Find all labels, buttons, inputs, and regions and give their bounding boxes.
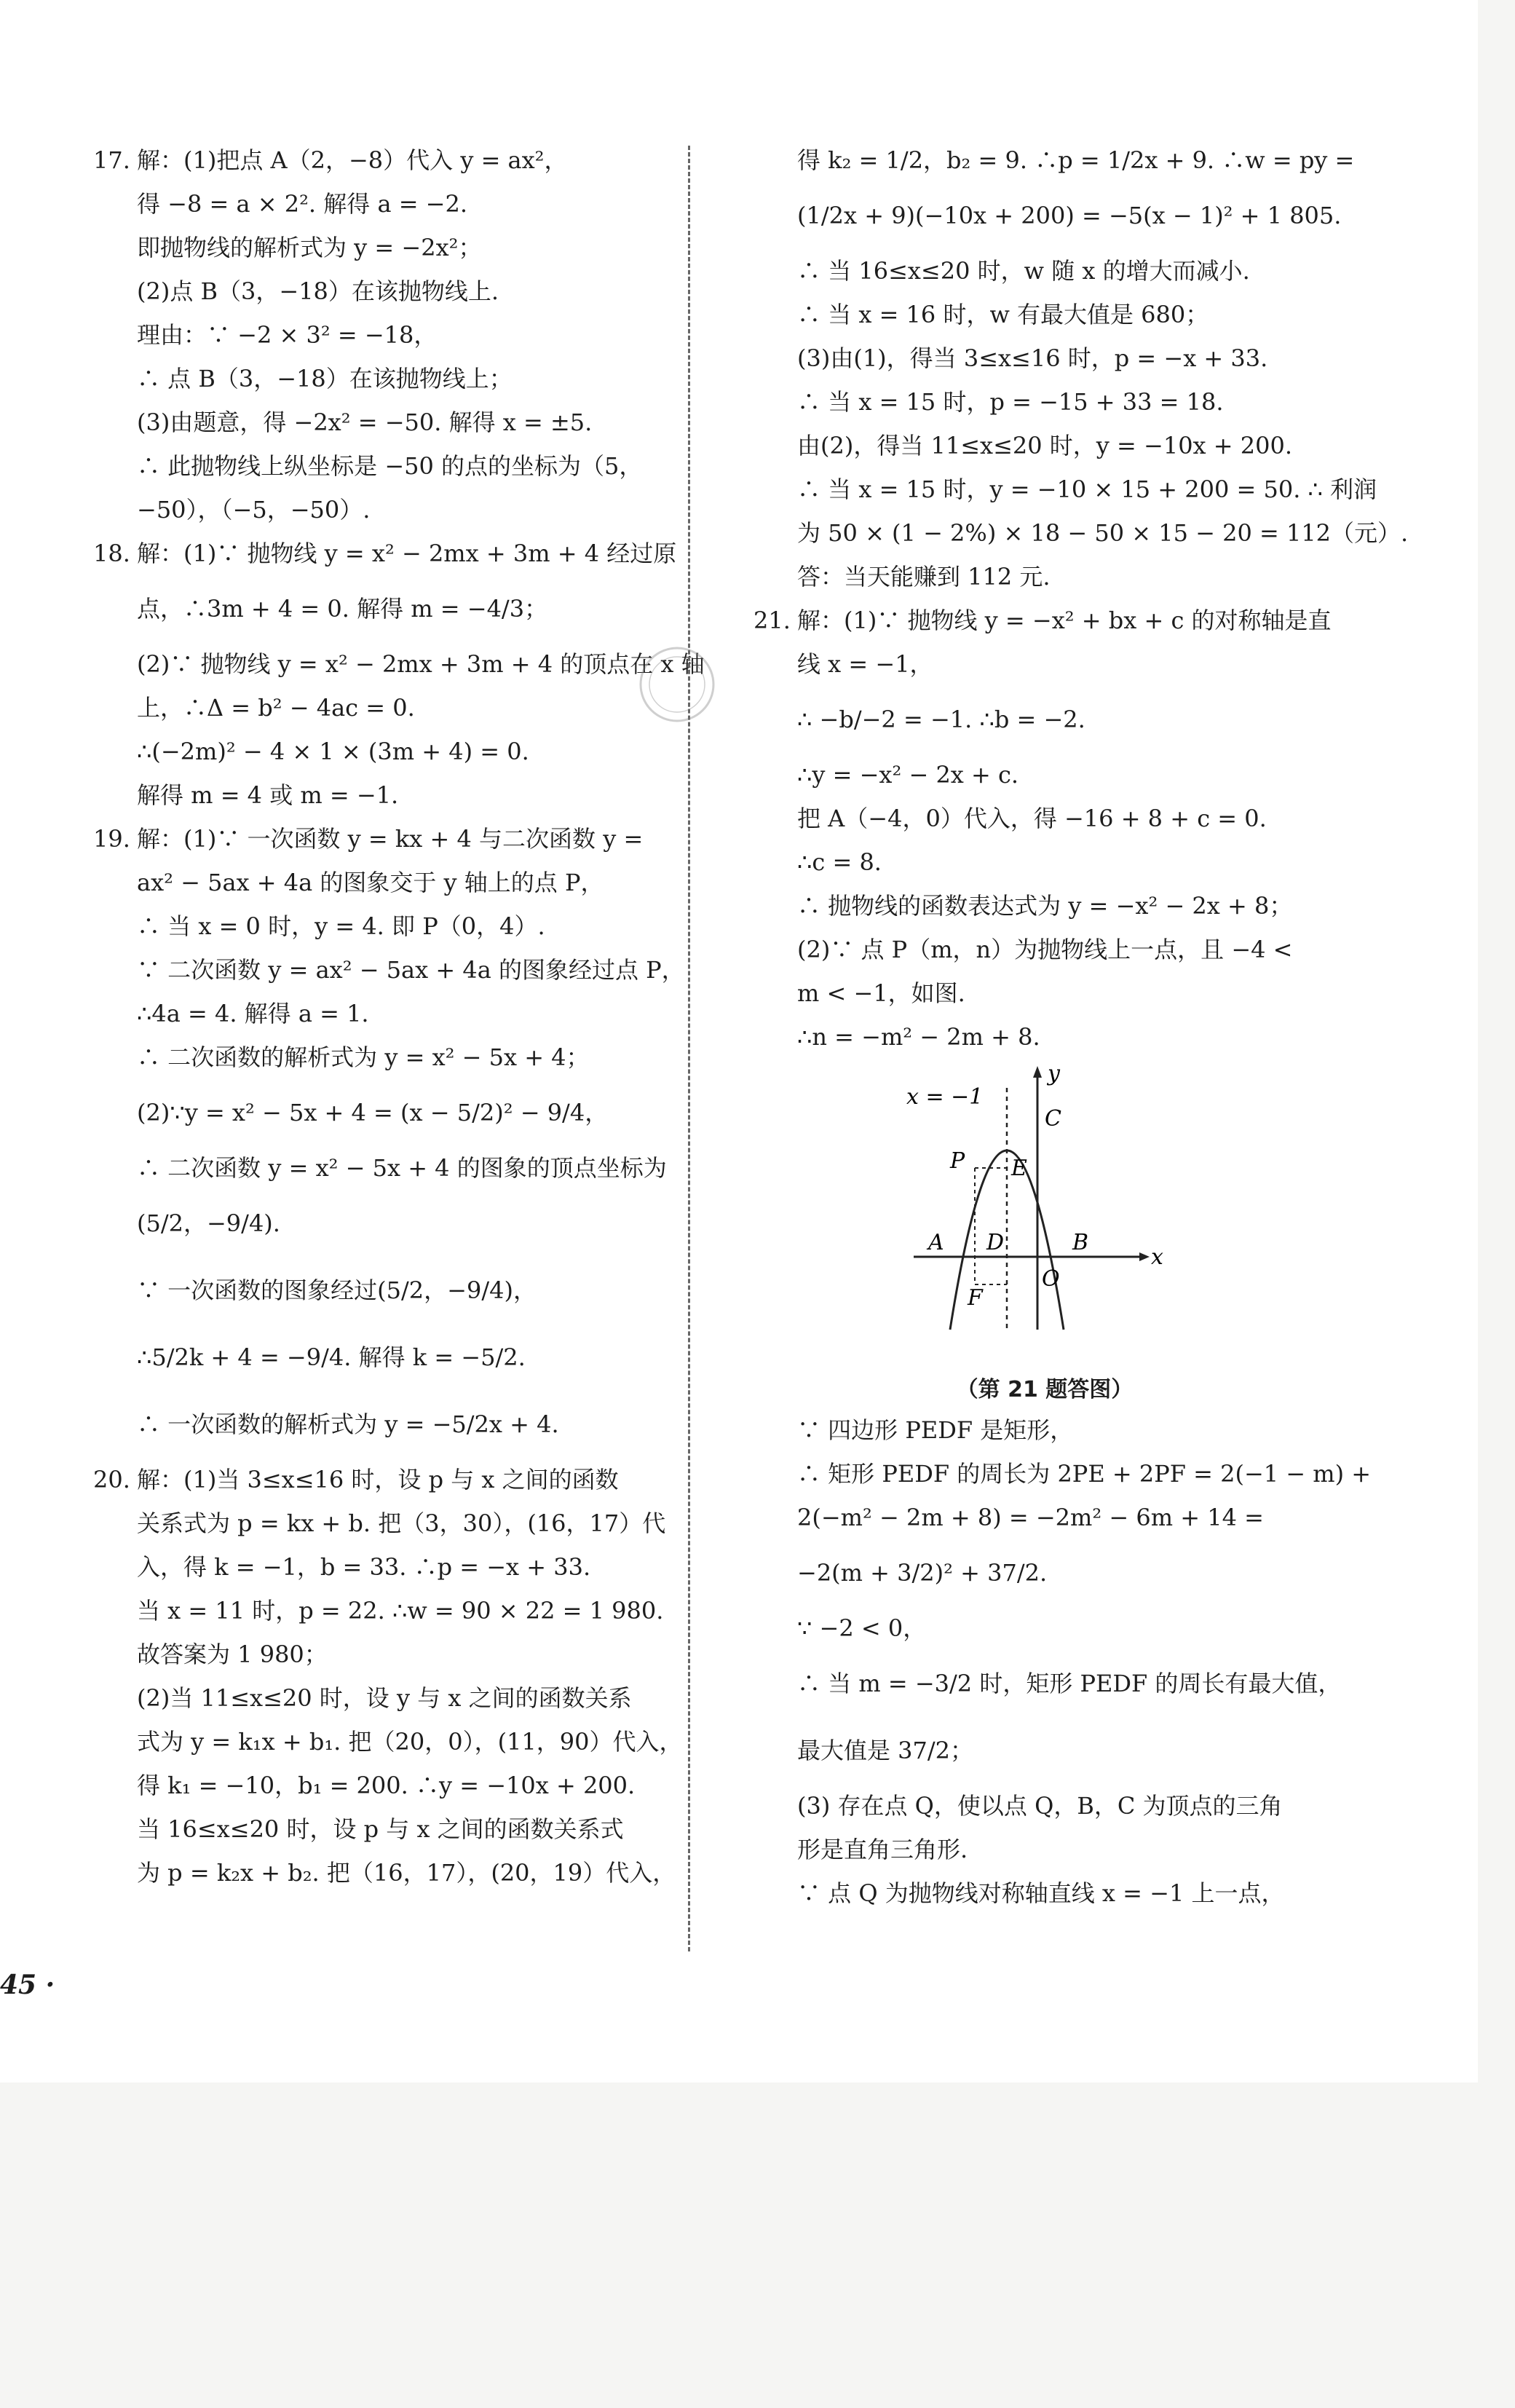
line-text: ∴ −b/−2 = −1. ∴b = −2. — [797, 706, 1085, 733]
x-axis-arrow-icon — [1139, 1252, 1150, 1261]
text-line — [93, 642, 705, 686]
line-text: (3) 存在点 Q，使以点 Q，B，C 为顶点的三角 — [797, 1792, 1283, 1820]
line-text: ∴ 二次函数 y = x² − 5x + 4 的图象的顶点坐标为 — [137, 1154, 667, 1182]
left-column — [93, 138, 705, 1895]
label-F: F — [968, 1285, 983, 1311]
text-line — [753, 797, 1336, 840]
line-text: ∵ −2 < 0， — [797, 1614, 927, 1642]
text-line — [93, 1035, 668, 1079]
line-text: 当 16≤x≤20 时，设 p 与 x 之间的函数关系式 — [137, 1815, 624, 1843]
line-text: ∴c = 8. — [797, 848, 882, 876]
line-text: ax² − 5ax + 4a 的图象交于 y 轴上的点 P， — [137, 869, 604, 896]
text-line — [93, 1545, 668, 1589]
line-text: ∴ 当 x = 16 时，w 有最大值是 680； — [797, 301, 1209, 328]
text-line — [753, 686, 1336, 753]
text-line — [753, 336, 1336, 380]
text-line — [93, 861, 668, 904]
text-line — [753, 1452, 1372, 1496]
label-B: B — [1072, 1230, 1089, 1255]
page-number: 45 · — [0, 1970, 55, 2000]
line-text: 解得 m = 4 或 m = −1. — [137, 781, 399, 809]
text-line — [93, 948, 685, 992]
text-line — [753, 182, 1342, 249]
line-text: ∴4a = 4. 解得 a = 1. — [137, 1000, 369, 1027]
line-text: −2(m + 3/2)² + 37/2. — [797, 1559, 1048, 1587]
text-line — [753, 884, 1336, 928]
text-line — [753, 840, 1336, 884]
text-line — [93, 730, 668, 773]
line-text: 把 A（−4，0）代入，得 −16 + 8 + c = 0. — [797, 805, 1267, 832]
line-text: 即抛物线的解析式为 y = −2x²； — [137, 234, 482, 261]
text-line — [753, 1828, 1336, 1871]
line-text: ∴5/2k + 4 = −9/4. 解得 k = −5/2. — [137, 1343, 526, 1371]
text-line — [93, 686, 668, 730]
line-text: ∴ 此抛物线上纵坐标是 −50 的点的坐标为（5， — [137, 452, 643, 480]
text-line — [753, 467, 1377, 511]
line-text: 故答案为 1 980； — [137, 1641, 328, 1668]
line-text: 2(−m² − 2m + 8) = −2m² − 6m + 14 = — [797, 1504, 1264, 1531]
line-text: ∴ 点 B（3，−18）在该抛物线上； — [137, 365, 513, 392]
text-line — [93, 1146, 668, 1190]
text-line — [93, 1807, 668, 1851]
line-text: 解：(1)∵ 一次函数 y = kx + 4 与二次函数 y = — [137, 825, 644, 853]
text-line — [753, 1871, 1336, 1915]
right-column — [753, 138, 1409, 1915]
line-text: (2)点 B（3，−18）在该抛物线上. — [137, 277, 499, 305]
text-line — [93, 1764, 668, 1807]
label-y: y — [1048, 1061, 1060, 1086]
line-text: ∴ 当 x = 15 时，y = −10 × 15 + 200 = 50. ∴ 利润 — [797, 475, 1377, 503]
figure-caption: （第 21 题答图） — [956, 1377, 1134, 1402]
text-line — [93, 488, 668, 532]
line-text: 由(2)，得当 11≤x≤20 时，y = −10x + 200. — [797, 432, 1293, 459]
text-line — [753, 1496, 1336, 1539]
line-text: 答：当天能赚到 112 元. — [797, 563, 1051, 591]
text-line — [93, 773, 668, 817]
text-line — [93, 182, 668, 226]
line-text: ∵ 二次函数 y = ax² − 5ax + 4a 的图象经过点 P， — [137, 956, 685, 984]
text-line — [753, 555, 1336, 599]
line-text: ∵ 一次函数的图象经过(5/2，−9/4)， — [137, 1276, 537, 1304]
line-text: (3)由题意，得 −2x² = −50. 解得 x = ±5. — [137, 408, 593, 436]
text-line — [93, 817, 668, 861]
text-line — [93, 1257, 668, 1324]
line-text: ∴ 当 x = 15 时，p = −15 + 33 = 18. — [797, 388, 1224, 416]
line-text: 得 k₁ = −10，b₁ = 200. ∴y = −10x + 200. — [137, 1772, 636, 1799]
parabola-figure — [899, 1059, 1190, 1335]
y-axis-arrow-icon — [1033, 1066, 1042, 1078]
label-A: A — [928, 1230, 944, 1255]
label-P: P — [950, 1148, 965, 1174]
line-text: 解：(1)∵ 抛物线 y = x² − 2mx + 3m + 4 经过原 — [137, 540, 677, 567]
question-number: 17. — [93, 146, 130, 174]
label-D: D — [986, 1230, 1005, 1255]
line-text: 解：(1)∵ 抛物线 y = −x² + bx + c 的对称轴是直 — [797, 607, 1332, 634]
text-line — [753, 599, 1336, 642]
line-text: (1/2x + 9)(−10x + 200) = −5(x − 1)² + 1 805. — [797, 202, 1342, 229]
right-column-bottom — [753, 1408, 1372, 1915]
line-text: (2)∵ 抛物线 y = x² − 2mx + 3m + 4 的顶点在 x 轴 — [137, 650, 705, 678]
line-text: 为 p = k₂x + b₂. 把（16，17），(20，19）代入， — [137, 1859, 676, 1887]
text-line — [753, 928, 1336, 971]
text-line — [753, 1408, 1336, 1452]
text-line — [93, 1079, 668, 1146]
line-text: 解：(1)把点 A（2，−8）代入 y = ax²， — [137, 146, 568, 174]
text-line — [753, 1606, 1336, 1650]
line-text: 线 x = −1， — [797, 650, 933, 678]
line-text: ∴(−2m)² − 4 × 1 × (3m + 4) = 0. — [137, 738, 529, 765]
label-C: C — [1045, 1106, 1061, 1132]
line-text: ∴ 矩形 PEDF 的周长为 2PE + 2PF = 2(−1 − m) + — [797, 1460, 1372, 1488]
line-text: ∴y = −x² − 2x + c. — [797, 761, 1019, 789]
text-line — [93, 532, 677, 575]
line-text: (3)由(1)，得当 3≤x≤16 时，p = −x + 33. — [797, 344, 1268, 372]
text-line — [753, 1784, 1336, 1828]
line-text: ∴ 当 m = −3/2 时，矩形 PEDF 的周长有最大值， — [797, 1670, 1342, 1697]
text-line — [93, 992, 668, 1035]
text-line — [93, 1720, 683, 1764]
column-divider — [688, 146, 690, 1951]
question-number: 21. — [753, 607, 791, 634]
line-text: ∴ 二次函数的解析式为 y = x² − 5x + 4； — [137, 1043, 590, 1071]
text-line — [753, 1015, 1336, 1059]
line-text: 当 x = 11 时，p = 22. ∴w = 90 × 22 = 1 980. — [137, 1597, 664, 1625]
line-text: 为 50 × (1 − 2%) × 18 − 50 × 15 − 20 = 112（元）. — [797, 519, 1409, 547]
text-line — [753, 249, 1336, 293]
line-text: m < −1，如图. — [797, 979, 965, 1007]
text-line — [753, 380, 1336, 424]
text-line — [753, 1650, 1342, 1717]
text-line — [93, 1676, 668, 1720]
text-line — [93, 1851, 676, 1895]
line-text: 入，得 k = −1，b = 33. ∴p = −x + 33. — [137, 1553, 591, 1581]
text-line — [93, 575, 668, 642]
text-line — [753, 753, 1336, 797]
line-text: 得 −8 = a × 2². 解得 a = −2. — [137, 190, 468, 218]
text-line — [753, 138, 1355, 182]
label-E: E — [1011, 1156, 1027, 1181]
text-line — [93, 444, 668, 488]
line-text: ∴n = −m² − 2m + 8. — [797, 1023, 1040, 1051]
question-number: 18. — [93, 540, 130, 567]
text-line — [753, 511, 1409, 555]
text-line — [93, 1633, 668, 1676]
figure-21 — [753, 1059, 1336, 1372]
line-text: 式为 y = k₁x + b₁. 把（20，0），(11，90）代入， — [137, 1728, 683, 1756]
text-line — [753, 293, 1336, 336]
line-text: 理由：∵ −2 × 3² = −18， — [137, 321, 438, 349]
label-axis-line: x = −1 — [906, 1084, 984, 1110]
line-text: (2)∵y = x² − 5x + 4 = (x − 5/2)² − 9/4， — [137, 1099, 609, 1126]
line-text: ∴ 抛物线的函数表达式为 y = −x² − 2x + 8； — [797, 892, 1293, 920]
label-O: O — [1042, 1266, 1060, 1292]
line-text: 解：(1)当 3≤x≤16 时，设 p 与 x 之间的函数 — [137, 1466, 619, 1493]
text-line — [753, 1717, 1336, 1784]
text-line — [753, 424, 1336, 467]
line-text: 得 k₂ = 1/2，b₂ = 9. ∴p = 1/2x + 9. ∴w = py = — [797, 146, 1355, 174]
line-text: ∵ 四边形 PEDF 是矩形， — [797, 1416, 1074, 1444]
question-number: 20. — [93, 1466, 130, 1493]
line-text: (2)当 11≤x≤20 时，设 y 与 x 之间的函数关系 — [137, 1684, 632, 1712]
line-text: 最大值是 37/2； — [797, 1737, 974, 1764]
text-line — [93, 1458, 668, 1501]
text-line — [93, 1324, 668, 1391]
text-line — [753, 642, 1336, 686]
text-line — [753, 971, 1336, 1015]
line-text: 点，∴3m + 4 = 0. 解得 m = −4/3； — [137, 595, 548, 623]
text-line — [93, 1391, 668, 1458]
line-text: ∴ 一次函数的解析式为 y = −5/2x + 4. — [137, 1410, 559, 1438]
line-text: 关系式为 p = kx + b. 把（3，30），(16，17）代 — [137, 1509, 666, 1537]
text-line — [93, 1501, 668, 1545]
line-text: (2)∵ 点 P（m，n）为抛物线上一点，且 −4 < — [797, 936, 1293, 963]
line-text: ∴ 当 x = 0 时，y = 4. 即 P（0，4）. — [137, 912, 545, 940]
text-line — [93, 400, 668, 444]
line-text: 形是直角三角形. — [797, 1836, 968, 1863]
line-text: ∴ 当 16≤x≤20 时，w 随 x 的增大而减小. — [797, 257, 1250, 285]
text-line — [753, 1539, 1336, 1606]
line-text: 上，∴Δ = b² − 4ac = 0. — [137, 694, 415, 722]
question-number: 19. — [93, 825, 130, 853]
line-text: (5/2，−9/4). — [137, 1209, 280, 1237]
line-text: ∵ 点 Q 为抛物线对称轴直线 x = −1 上一点， — [797, 1879, 1285, 1907]
text-line — [93, 313, 668, 357]
text-line — [93, 269, 668, 313]
text-line — [93, 1190, 668, 1257]
text-line — [93, 226, 668, 269]
text-line — [93, 904, 668, 948]
watermark-stamp-icon — [633, 641, 721, 728]
text-line — [93, 138, 668, 182]
right-column-top — [753, 138, 1409, 1059]
text-line — [93, 1589, 668, 1633]
text-line — [93, 357, 668, 400]
label-x: x — [1151, 1244, 1163, 1270]
line-text: −50），（−5，−50）. — [137, 496, 371, 524]
